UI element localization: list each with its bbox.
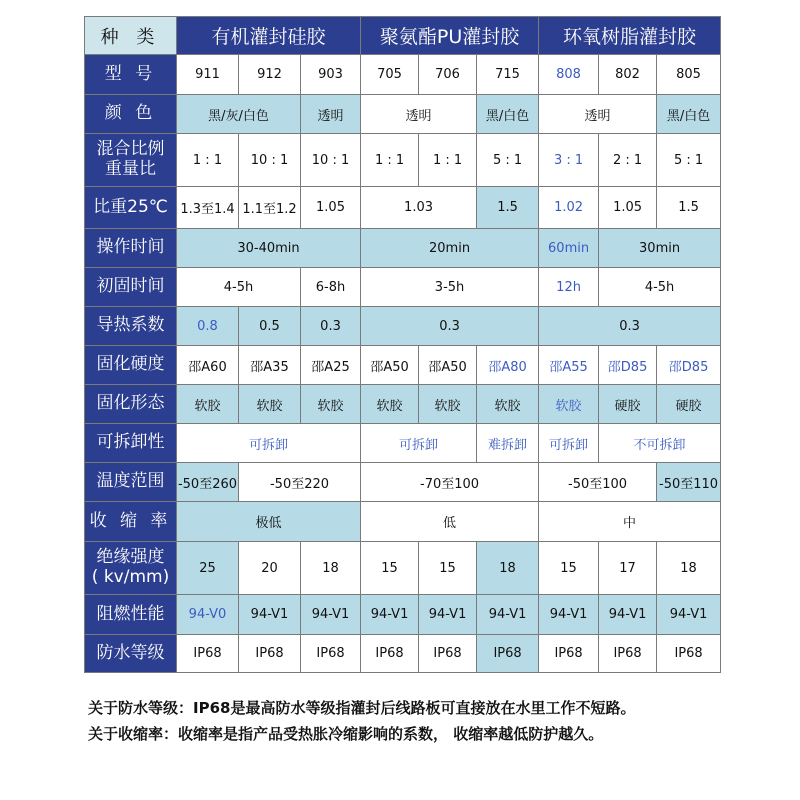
row-label-temp-range: 温度范围 (85, 463, 177, 502)
cell: 1 : 1 (361, 134, 419, 187)
cell: 18 (301, 542, 361, 595)
cell: IP68 (239, 635, 301, 673)
row-flame (85, 595, 721, 635)
cell: 邵A50 (419, 346, 477, 385)
cell: 17 (599, 542, 657, 595)
note-shrinkage: 关于收缩率：收缩率是指产品受热胀冷缩影响的系数， 收缩率越低防护越久。 (88, 725, 604, 743)
row-label-color: 颜 色 (85, 95, 177, 134)
cell: 邵D85 (657, 346, 721, 385)
row-mix-ratio (85, 134, 721, 187)
cell: 6-8h (301, 268, 361, 307)
cell: 94-V1 (301, 595, 361, 635)
cell: 30-40min (177, 229, 361, 268)
row-label-mix-ratio: 混合比例 重量比 (85, 134, 177, 187)
cell: 903 (301, 55, 361, 95)
cell: 0.3 (539, 307, 721, 346)
group-polyurethane: 聚氨酯PU灌封胶 (361, 17, 539, 55)
cell: 94-V1 (539, 595, 599, 635)
row-shrinkage (85, 502, 721, 542)
cell: 2 : 1 (599, 134, 657, 187)
cell: 邵A55 (539, 346, 599, 385)
cell: 911 (177, 55, 239, 95)
cell: 软胶 (361, 385, 419, 424)
row-label-waterproof: 防水等级 (85, 635, 177, 673)
row-hardness (85, 346, 721, 385)
cell: 邵A80 (477, 346, 539, 385)
group-epoxy: 环氧树脂灌封胶 (539, 17, 721, 55)
row-label-flame: 阻燃性能 (85, 595, 177, 635)
cell: 94-V1 (599, 595, 657, 635)
cell: 邵A50 (361, 346, 419, 385)
row-temp-range (85, 463, 721, 502)
row-model (85, 55, 721, 95)
cell: 软胶 (301, 385, 361, 424)
note-waterproof: 关于防水等级：IP68是最高防水等级指灌封后线路板可直接放在水里工作不短路。 (88, 699, 636, 717)
row-cured-form (85, 385, 721, 424)
cell: 邵D85 (599, 346, 657, 385)
cell: 20min (361, 229, 539, 268)
cell: 可拆卸 (361, 424, 477, 463)
group-silicone: 有机灌封硅胶 (177, 17, 361, 55)
cell: 不可拆卸 (599, 424, 721, 463)
category-row (85, 17, 721, 55)
row-insulation (85, 542, 721, 595)
cell: 94-V1 (657, 595, 721, 635)
row-label-removable: 可拆卸性 (85, 424, 177, 463)
row-work-time (85, 229, 721, 268)
cell: 18 (657, 542, 721, 595)
cell: 94-V0 (177, 595, 239, 635)
cell: 10 : 1 (239, 134, 301, 187)
row-label-insulation: 绝缘强度 ( kv/mm) (85, 542, 177, 595)
cell: 705 (361, 55, 419, 95)
cell: IP68 (657, 635, 721, 673)
cell: 715 (477, 55, 539, 95)
cell: 邵A35 (239, 346, 301, 385)
cell: 透明 (539, 95, 657, 134)
cell: 低 (361, 502, 539, 542)
row-label-initial-cure: 初固时间 (85, 268, 177, 307)
row-color (85, 95, 721, 134)
footnotes (88, 695, 778, 747)
cell: 94-V1 (239, 595, 301, 635)
cell: 1.1至1.2 (239, 187, 301, 229)
cell: 15 (539, 542, 599, 595)
cell: 1.5 (477, 187, 539, 229)
cell: -50至100 (539, 463, 657, 502)
cell: -50至260 (177, 463, 239, 502)
cell: 0.3 (301, 307, 361, 346)
cell: 软胶 (419, 385, 477, 424)
cell: 706 (419, 55, 477, 95)
cell: 15 (419, 542, 477, 595)
cell: 软胶 (239, 385, 301, 424)
cell: 1.02 (539, 187, 599, 229)
cell: 10 : 1 (301, 134, 361, 187)
cell: IP68 (419, 635, 477, 673)
cell: 1 : 1 (419, 134, 477, 187)
cell: 25 (177, 542, 239, 595)
cell: 难拆卸 (477, 424, 539, 463)
cell: 805 (657, 55, 721, 95)
cell: IP68 (599, 635, 657, 673)
cell: 3 : 1 (539, 134, 599, 187)
cell: 硬胶 (599, 385, 657, 424)
cell: 4-5h (177, 268, 301, 307)
cell: -70至100 (361, 463, 539, 502)
cell: 12h (539, 268, 599, 307)
cell: 1.05 (301, 187, 361, 229)
row-label-thermal: 导热系数 (85, 307, 177, 346)
cell: 94-V1 (419, 595, 477, 635)
cell: 1 : 1 (177, 134, 239, 187)
cell: 0.8 (177, 307, 239, 346)
cell: -50至110 (657, 463, 721, 502)
cell: 黑/灰/白色 (177, 95, 301, 134)
cell: 软胶 (177, 385, 239, 424)
row-label-cured-form: 固化形态 (85, 385, 177, 424)
cell: 黑/白色 (657, 95, 721, 134)
cell: IP68 (539, 635, 599, 673)
cell: 0.3 (361, 307, 539, 346)
cell: 黑/白色 (477, 95, 539, 134)
cell: 邵A60 (177, 346, 239, 385)
cell: 0.5 (239, 307, 301, 346)
cell: 5 : 1 (657, 134, 721, 187)
cell: IP68 (177, 635, 239, 673)
row-label-shrinkage: 收 缩 率 (85, 502, 177, 542)
cell: 808 (539, 55, 599, 95)
category-label: 种 类 (85, 17, 177, 55)
row-removable (85, 424, 721, 463)
cell: 94-V1 (477, 595, 539, 635)
cell: 软胶 (539, 385, 599, 424)
cell: 可拆卸 (539, 424, 599, 463)
cell: 3-5h (361, 268, 539, 307)
cell: 802 (599, 55, 657, 95)
row-label-model: 型 号 (85, 55, 177, 95)
row-thermal (85, 307, 721, 346)
cell: 中 (539, 502, 721, 542)
cell: 软胶 (477, 385, 539, 424)
cell: IP68 (361, 635, 419, 673)
cell: 1.5 (657, 187, 721, 229)
cell: 4-5h (599, 268, 721, 307)
cell: 硬胶 (657, 385, 721, 424)
cell: 1.03 (361, 187, 477, 229)
cell: 18 (477, 542, 539, 595)
cell: IP68 (301, 635, 361, 673)
cell: 透明 (361, 95, 477, 134)
cell: 30min (599, 229, 721, 268)
cell: IP68 (477, 635, 539, 673)
cell: 5 : 1 (477, 134, 539, 187)
row-density (85, 187, 721, 229)
cell: 1.3至1.4 (177, 187, 239, 229)
row-label-density: 比重25℃ (85, 187, 177, 229)
cell: 94-V1 (361, 595, 419, 635)
cell: 邵A25 (301, 346, 361, 385)
cell: 20 (239, 542, 301, 595)
cell: 912 (239, 55, 301, 95)
cell: 15 (361, 542, 419, 595)
cell: 透明 (301, 95, 361, 134)
product-comparison-table (84, 16, 721, 673)
cell: 60min (539, 229, 599, 268)
row-initial-cure (85, 268, 721, 307)
row-waterproof (85, 635, 721, 673)
cell: -50至220 (239, 463, 361, 502)
row-label-work-time: 操作时间 (85, 229, 177, 268)
cell: 极低 (177, 502, 361, 542)
row-label-hardness: 固化硬度 (85, 346, 177, 385)
cell: 可拆卸 (177, 424, 361, 463)
cell: 1.05 (599, 187, 657, 229)
